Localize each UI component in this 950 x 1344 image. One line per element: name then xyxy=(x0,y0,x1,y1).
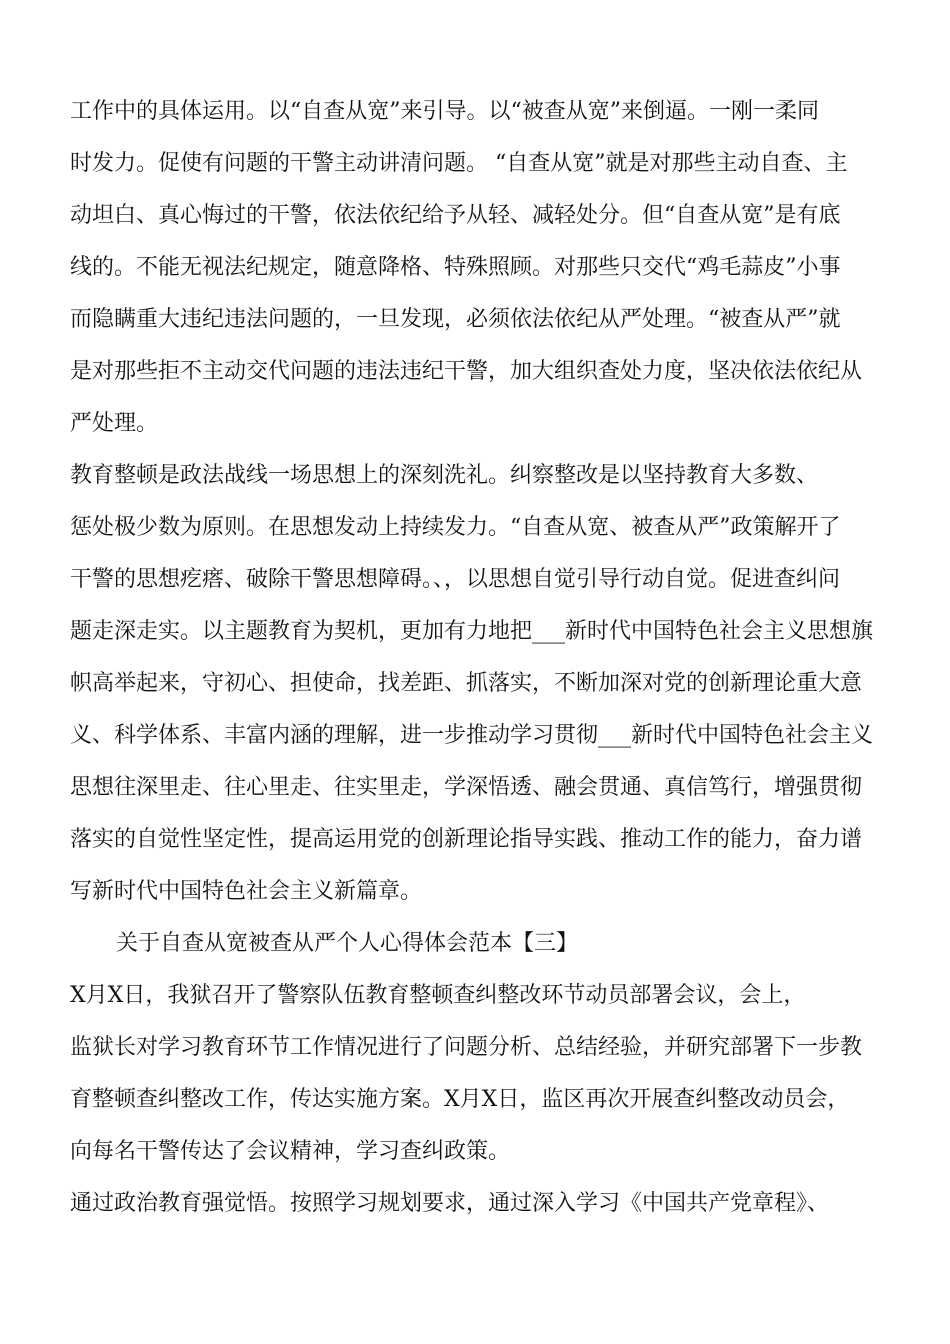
paragraph-line: 育整顿查纠整改工作，传达实施方案。X月X日，监区再次开展查纠整改动员会， xyxy=(70,1087,850,1112)
paragraph-line: 题走深走实。以主题教育为契机，更加有力地把___新时代中国特色社会主义思想旗 xyxy=(70,619,874,644)
paragraph-line: 严处理。 xyxy=(70,411,159,436)
paragraph-line: 思想往深里走、往心里走、往实里走，学深悟透、融会贯通、真信笃行，增强贯彻 xyxy=(70,775,863,800)
heading-line: 关于自查从宽被查从严个人心得体会范本【三】 xyxy=(116,931,579,956)
paragraph-line: 动坦白、真心悔过的干警，依法依纪给予从轻、减轻处分。但“自查从宽”是有底 xyxy=(70,203,841,228)
paragraph-2 xyxy=(70,450,885,918)
paragraph-line: 帜高举起来，守初心、担使命，找差距、抓落实，不断加深对党的创新理论重大意 xyxy=(70,671,863,696)
paragraph-line: 教育整顿是政法战线一场思想上的深刻洗礼。纠察整改是以坚持教育大多数、 xyxy=(70,463,819,488)
paragraph-line: 向每名干警传达了会议精神，学习查纠政策。 xyxy=(70,1139,511,1164)
paragraph-line: 而隐瞒重大违纪违法问题的，一旦发现，必须依法依纪从严处理。“被查从严”就 xyxy=(70,307,841,332)
paragraph-line: 工作中的具体运用。以“自查从宽”来引导。以“被查从宽”来倒逼。一刚一柔同 xyxy=(70,99,819,124)
paragraph-line: 时发力。促使有问题的干警主动讲清问题。 “自查从宽”就是对那些主动自查、主 xyxy=(70,151,848,176)
paragraph-line: 惩处极少数为原则。在思想发动上持续发力。“自查从宽、被查从严”政策解开了 xyxy=(70,515,841,540)
paragraph-line: 写新时代中国特色社会主义新篇章。 xyxy=(70,879,423,904)
paragraph-3 xyxy=(70,970,885,1178)
paragraph-line: 落实的自觉性坚定性，提高运用党的创新理论指导实践、推动工作的能力，奋力谱 xyxy=(70,827,863,852)
paragraph-1 xyxy=(70,86,885,450)
paragraph-line: 线的。不能无视法纪规定，随意降格、特殊照顾。对那些只交代“鸡毛蒜皮”小事 xyxy=(70,255,841,280)
paragraph-line: 通过政治教育强觉悟。按照学习规划要求，通过深入学习《中国共产党章程》、 xyxy=(70,1191,830,1216)
paragraph-4 xyxy=(70,1178,885,1230)
paragraph-line: X月X日，我狱召开了警察队伍教育整顿查纠整改环节动员部署会议，会上， xyxy=(70,983,806,1008)
paragraph-line: 监狱长对学习教育环节工作情况进行了问题分析、总结经验，并研究部署下一步教 xyxy=(70,1035,863,1060)
paragraph-line: 干警的思想疙瘩、破除干警思想障碍。、，以思想自觉引导行动自觉。促进查纠问 xyxy=(70,567,841,592)
paragraph-line: 义、科学体系、丰富内涵的理解，进一步推动学习贯彻___新时代中国特色社会主义 xyxy=(70,723,874,748)
paragraph-line: 是对那些拒不主动交代问题的违法违纪干警，加大组织查处力度，坚决依法依纪从 xyxy=(70,359,863,384)
section-heading xyxy=(116,918,931,970)
